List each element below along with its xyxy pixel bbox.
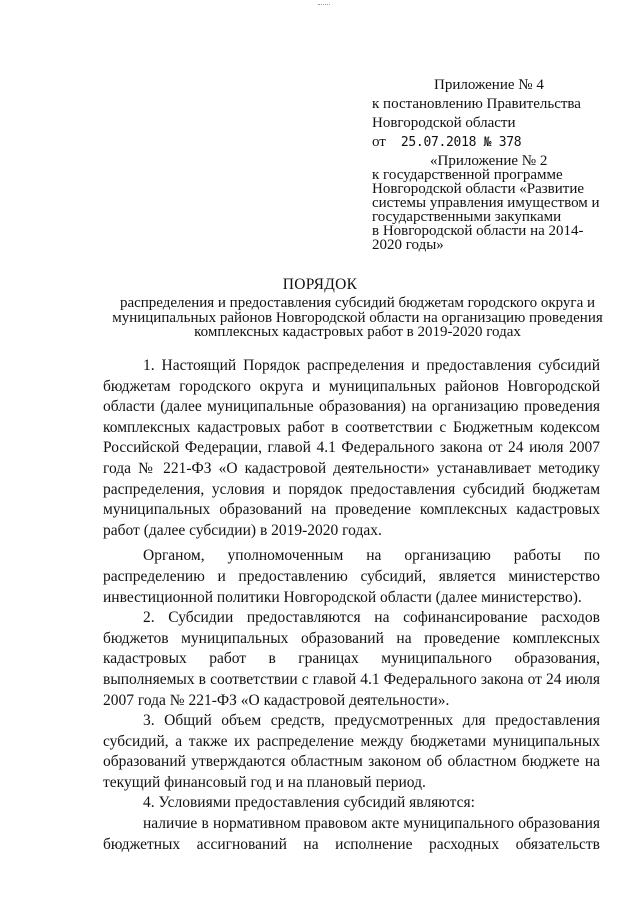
- attachment-header: [372, 76, 622, 171]
- program-line: системы управления имуществом и: [372, 195, 600, 211]
- subtitle-line: распределения и предоставления субсидий бюджетам городского округа и: [119, 295, 596, 311]
- attachment-date-row: [372, 133, 622, 152]
- program-line: в Новгородской области на 2014-: [372, 223, 584, 239]
- document-title: ПОРЯДОК: [282, 276, 358, 293]
- subtitle-line: муниципальных районов Новгородской области на организацию проведения: [112, 309, 603, 326]
- program-line: к государственной программе: [372, 167, 563, 183]
- page-top-mark: [318, 4, 330, 6]
- program-line: государственными закупками: [372, 209, 562, 225]
- attachment-date-prefix: от: [372, 134, 386, 150]
- paragraph-authority: Органом, уполномоченным на организацию работы по распределению и предоставлению субсидий, является министерство инвестиционной политики Новгородской области (далее министерство).: [103, 547, 600, 606]
- attachment-number: Приложение № 4: [434, 77, 544, 93]
- document-subtitle: [110, 296, 605, 340]
- paragraph-1: 1. Настоящий Порядок распределения и предоставления субсидий бюджетам городского округа и муниципальных районов Новгородской области (далее муниципальные образования) на организацию проведения комплексных кадастровых работ в соответствии с Бюджетным кодексом Российской Федерации, главой 4.1 Федерального закона от 24 июля 2007 года № 221-ФЗ «О кадастровой деятельности» устанавливает методику распределения, условия и порядок предоставления субсидий бюджетам муниципальных образований на проведение комплексных кадастровых работ (далее субсидии) в 2019-2020 годах.: [103, 357, 600, 539]
- subtitle-line: комплексных кадастровых работ в 2019-2020 годах: [194, 324, 521, 340]
- document-body: [103, 356, 600, 855]
- program-attachment-number: «Приложение № 2: [430, 153, 548, 169]
- paragraph-4: 4. Условиями предоставления субсидий являются:: [143, 794, 475, 812]
- paragraph-condition: наличие в нормативном правовом акте муниципального образования бюджетных ассигнований на исполнение расходных обязательств: [103, 815, 600, 853]
- paragraph-2: 2. Субсидии предоставляются на софинансирование расходов бюджетов муниципальных образований на проведение комплексных кадастровых работ в границах муниципального образования, выполняемых в соответствии с главой 4.1 Федерального закона от 24 июля 2007 года № 221-ФЗ «О кадастровой деятельности».: [103, 609, 600, 709]
- program-reference: [372, 168, 622, 252]
- attachment-decree: к постановлению Правительства: [372, 96, 581, 112]
- paragraph-3: 3. Общий объем средств, предусмотренных для предоставления субсидий, а также их распределение между бюджетами муниципальных образований утверждаются областным законом об областном бюджете на текущий финансовый год и на плановый период.: [103, 712, 600, 791]
- program-line: 2020 годы»: [372, 237, 444, 253]
- attachment-region: Новгородской области: [372, 115, 516, 131]
- program-line: Новгородской области «Развитие: [372, 181, 585, 197]
- attachment-date: 25.07.2018 № 378: [400, 135, 522, 150]
